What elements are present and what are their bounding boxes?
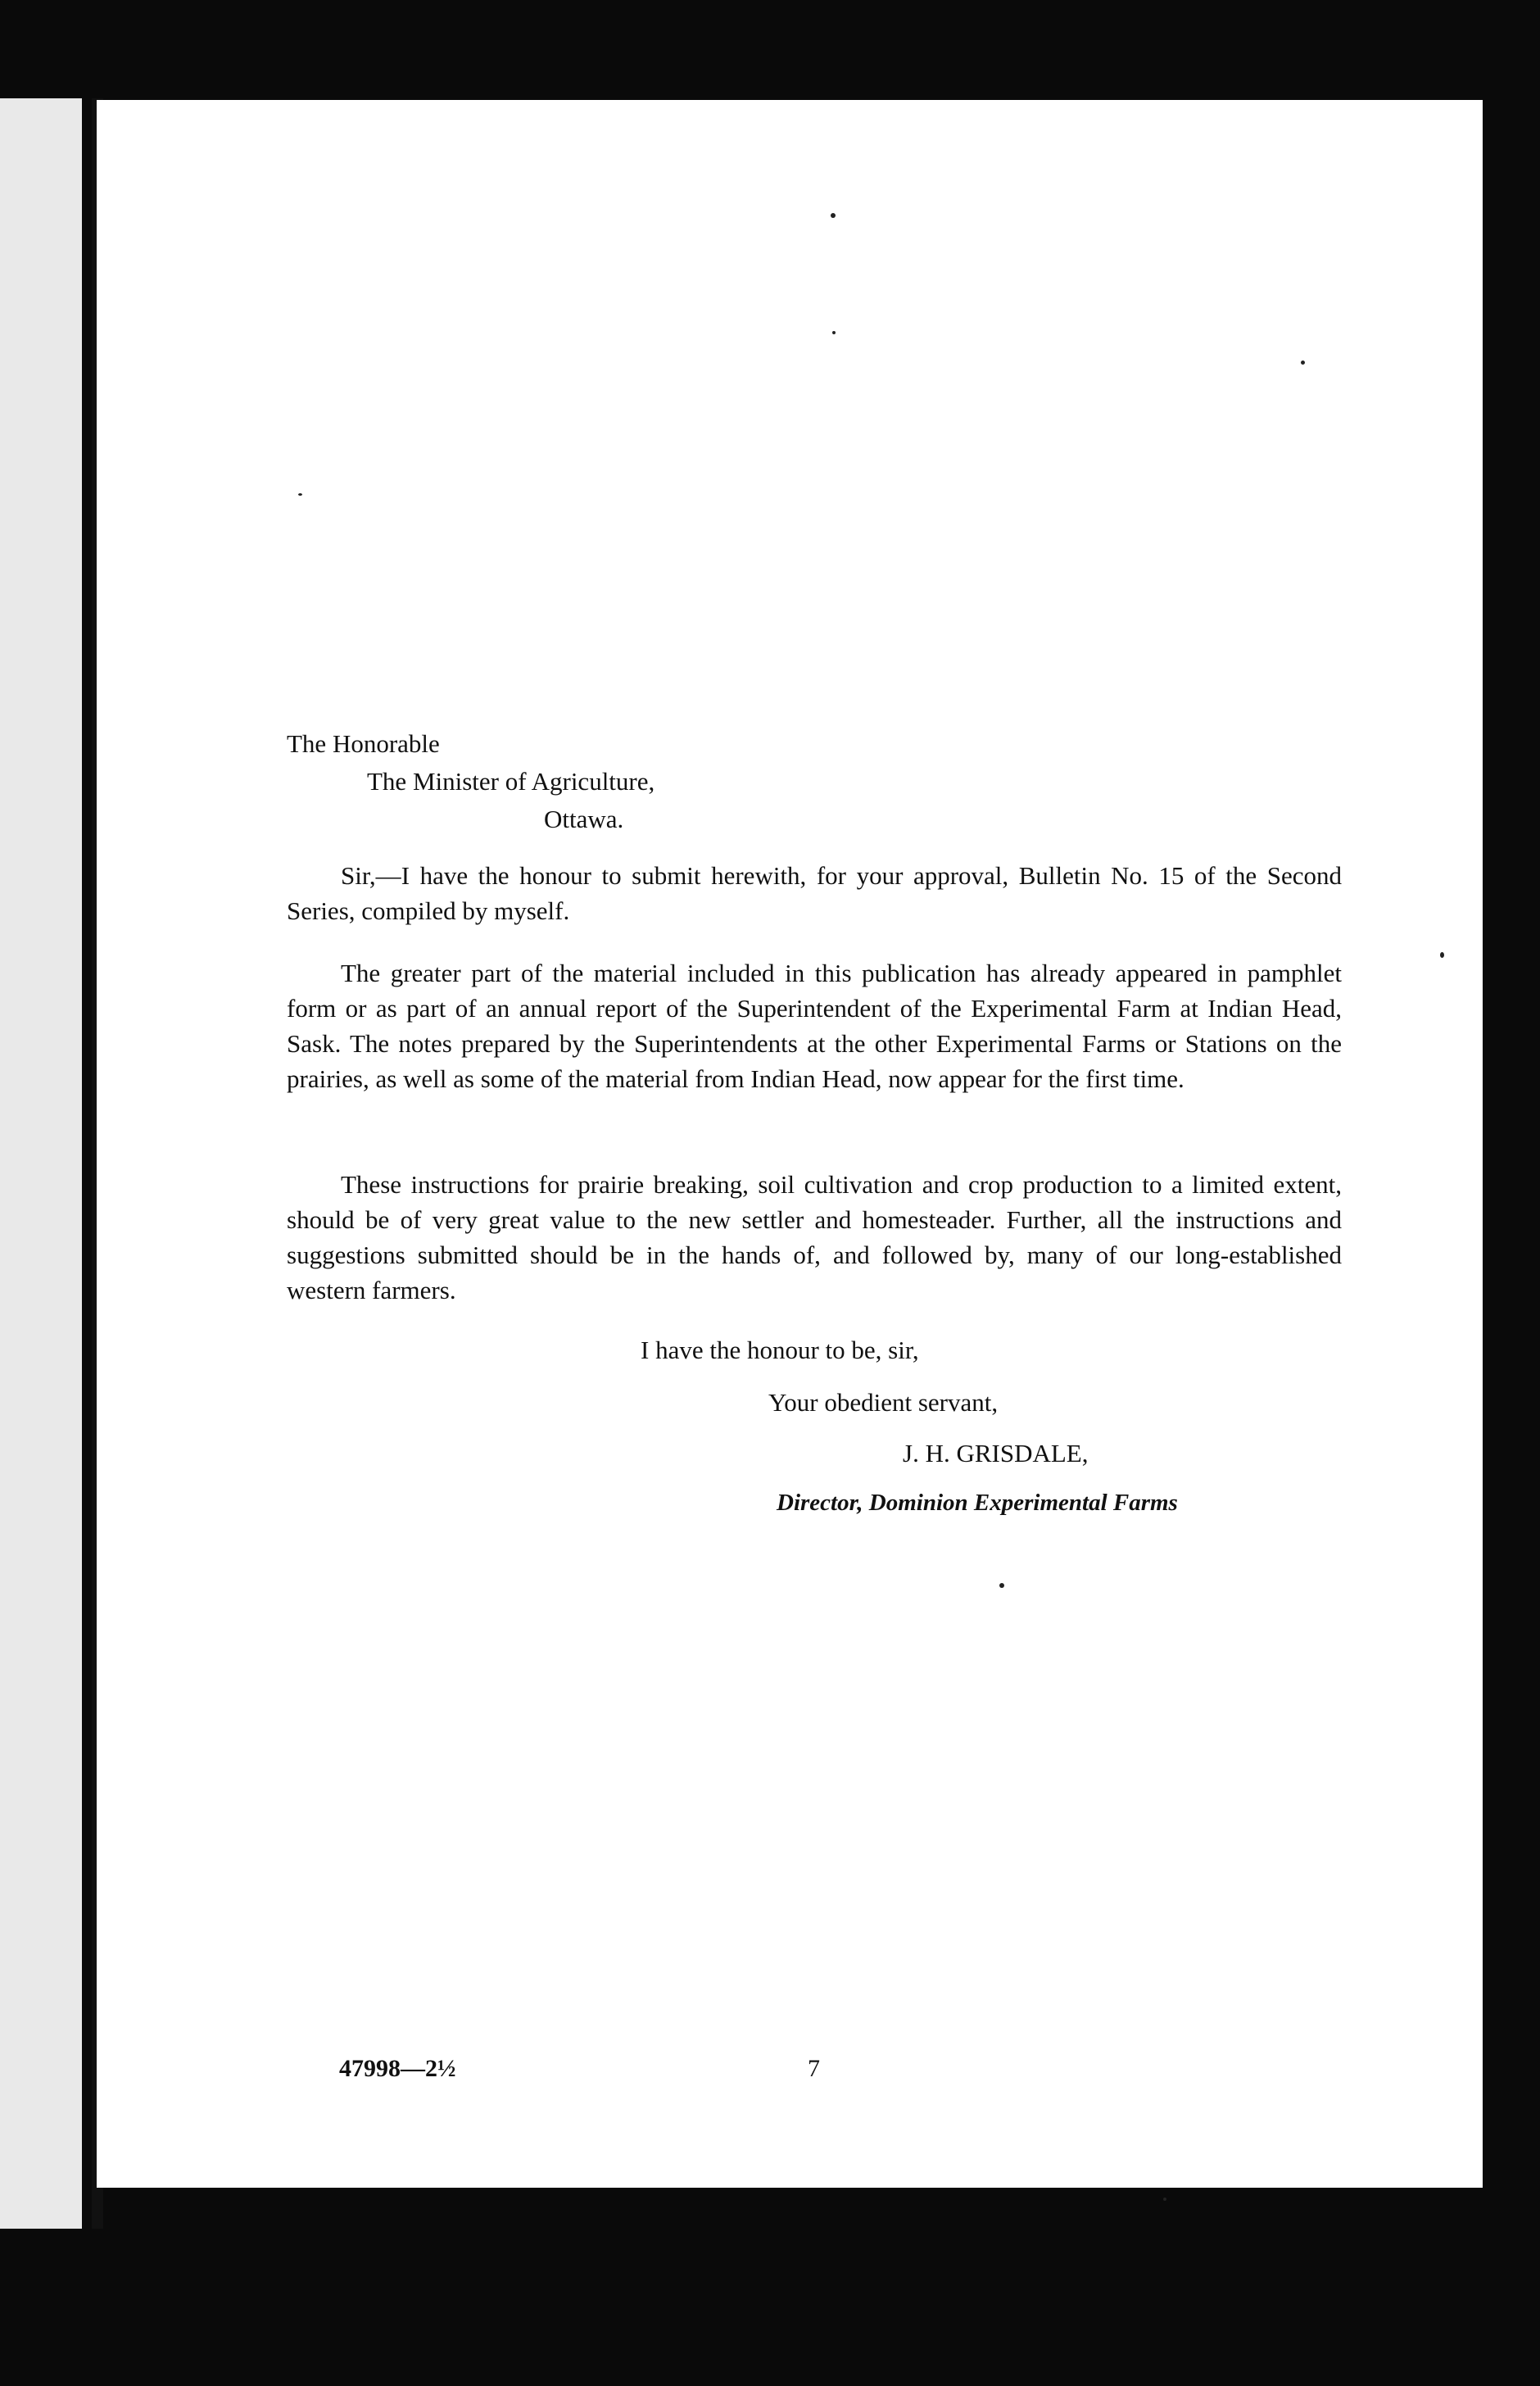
scan-speck [298, 493, 302, 496]
scan-speck [1301, 361, 1305, 365]
paragraph-3: These instructions for prairie breaking, soil cultivation and crop production to a limited extent, should be of very great value to the new settler and homesteader. Further, all the instructions and suggestions submitted should be in the hands of, and followed by, many of our long-established western farmers. [287, 1170, 1342, 1304]
scan-speck [832, 331, 836, 334]
scan-speck [1163, 2198, 1166, 2201]
scan-speck [999, 1583, 1004, 1588]
facing-page-edge [0, 98, 82, 2229]
address-line-1: The Honorable [287, 729, 440, 758]
closing-line: I have the honour to be, sir, [641, 1336, 919, 1364]
signature-title: Director, Dominion Experimental Farms [777, 1490, 1178, 1516]
closing-servant: Your obedient servant, [768, 1388, 999, 1417]
document-page [97, 100, 1483, 2188]
scan-speck [831, 213, 836, 218]
signature-name: J. H. GRISDALE, [903, 1439, 1089, 1467]
address-line-2: The Minister of Agriculture, [367, 767, 655, 796]
page-number: 7 [808, 2055, 820, 2082]
paragraph-1 [287, 858, 1342, 928]
address-line-3: Ottawa. [544, 805, 624, 833]
print-code: 47998—2½ [339, 2055, 456, 2082]
scan-speck [1440, 952, 1444, 958]
salutation: Sir,— [341, 861, 401, 890]
paragraph-2: The greater part of the material included in this publication has already appeared in pamphlet form or as part of an annual report of the Superintendent of the Experimental Farm at Indian Head, Sask. The notes prepared by the Superintendents at the other Experimental Farms or Stations on the prairies, as well as some of the material from Indian Head, now appear for the first time. [287, 959, 1342, 1093]
paragraph-1-text: I have the honour to submit herewith, for your approval, Bulletin No. 15 of the Second Series, compiled by myself. [287, 861, 1342, 925]
